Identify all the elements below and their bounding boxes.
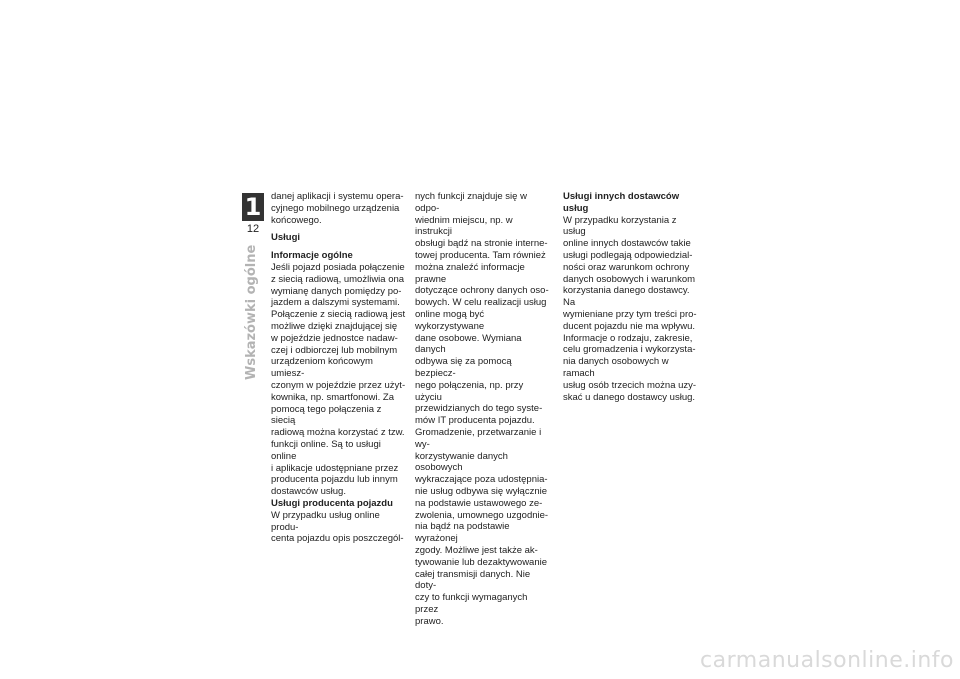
text-line: z siecią radiową, umożliwia ona bbox=[271, 273, 405, 285]
text-line: czonym w pojeździe przez użyt- bbox=[271, 379, 406, 391]
text-line: prawo. bbox=[415, 615, 444, 627]
text-column-2 bbox=[415, 191, 551, 627]
text-line: Informacje o rodzaju, zakresie, bbox=[563, 332, 693, 344]
text-line: ności oraz warunkom ochrony bbox=[563, 261, 690, 273]
text-line: cyjnego mobilnego urządzenia bbox=[271, 202, 400, 214]
text-line: dane osobowe. Wymiana danych bbox=[415, 332, 522, 356]
text-line: jazdem a dalszymi systemami. bbox=[271, 297, 400, 309]
text-line: zgody. Możliwe jest także ak- bbox=[415, 544, 538, 556]
page-number: 12 bbox=[246, 223, 260, 235]
text-line: można znaleźć informacje prawne bbox=[415, 261, 525, 285]
text-line: Usługi bbox=[271, 232, 301, 244]
chapter-marker bbox=[242, 193, 264, 237]
text-column-3 bbox=[563, 191, 699, 403]
text-line: online mogą być wykorzystywane bbox=[415, 308, 485, 332]
text-line: radiową można korzystać z tzw. bbox=[271, 427, 405, 439]
paragraph bbox=[271, 191, 407, 226]
text-line: mów IT producenta pojazdu. bbox=[415, 415, 535, 427]
text-line: danej aplikacji i systemu opera- bbox=[271, 191, 404, 202]
text-line: wykraczające poza udostępnia- bbox=[415, 474, 548, 486]
section-heading bbox=[271, 498, 407, 510]
text-line: dostawców usług. bbox=[271, 486, 346, 498]
text-line: nych funkcji znajduje się w odpo- bbox=[415, 191, 527, 214]
text-line: nia bądź na podstawie wyrażonej bbox=[415, 521, 510, 545]
text-line: danych osobowych i warunkom bbox=[563, 273, 696, 285]
chapter-title: Wskazówki ogólne bbox=[244, 244, 259, 380]
chapter-number: 1 bbox=[242, 193, 264, 221]
text-line: centa pojazdu opis poszczegól- bbox=[271, 533, 404, 545]
text-column-1 bbox=[271, 191, 407, 545]
text-line: W przypadku korzystania z usług bbox=[563, 214, 677, 238]
paragraph bbox=[271, 510, 407, 545]
text-line: ducent pojazdu nie ma wpływu. bbox=[563, 320, 696, 332]
text-line: nego połączenia, np. przy użyciu bbox=[415, 379, 524, 403]
text-line: celu gromadzenia i wykorzysta- bbox=[563, 344, 696, 356]
text-line: bowych. W celu realizacji usług bbox=[415, 297, 547, 309]
text-line: towej producenta. Tam również bbox=[415, 249, 546, 261]
text-line: całej transmisji danych. Nie doty- bbox=[415, 568, 531, 592]
text-line: zwolenia, umownego uzgodnie- bbox=[415, 509, 549, 521]
text-line: urządzeniom końcowym umiesz- bbox=[271, 356, 373, 380]
text-line: wiednim miejscu, np. w instrukcji bbox=[415, 214, 513, 238]
text-line: końcowego. bbox=[271, 214, 322, 226]
text-line: wymieniane przy tym treści pro- bbox=[563, 308, 697, 320]
section-heading bbox=[271, 250, 407, 262]
text-line: nie usług odbywa się wyłącznie bbox=[415, 485, 548, 497]
text-line: czy to funkcji wymaganych przez bbox=[415, 592, 528, 615]
text-line: dotyczące ochrony danych oso- bbox=[415, 285, 549, 297]
text-line: usług osób trzecich można uzy- bbox=[563, 379, 697, 391]
text-line: Informacje ogólne bbox=[271, 250, 353, 262]
watermark: carmanualsonline.info bbox=[700, 648, 954, 673]
text-line: Gromadzenie, przetwarzanie i wy- bbox=[415, 426, 542, 450]
text-line: w pojeździe jednostce nadaw- bbox=[271, 332, 398, 344]
paragraph bbox=[563, 215, 699, 404]
text-line: obsługi bądź na stronie interne- bbox=[415, 238, 548, 250]
paragraph bbox=[271, 262, 407, 498]
text-line: przewidzianych do tego syste- bbox=[415, 403, 543, 415]
text-line: i aplikacje udostępniane przez bbox=[271, 462, 399, 474]
text-line: Połączenie z siecią radiową jest bbox=[271, 309, 406, 321]
text-line: usługi podlegają odpowiedzial- bbox=[563, 249, 693, 261]
text-line: Usługi producenta pojazdu bbox=[271, 497, 393, 509]
text-line: korzystywanie danych osobowych bbox=[415, 450, 508, 474]
text-line: korzystania danego dostawcy. Na bbox=[563, 285, 690, 309]
paragraph bbox=[415, 191, 551, 627]
text-line: wymianę danych pomiędzy po- bbox=[271, 285, 402, 297]
text-line: Usługi innych dostawców bbox=[563, 191, 680, 202]
section-heading bbox=[271, 232, 407, 244]
text-line: usług bbox=[563, 202, 589, 214]
section-heading bbox=[563, 191, 699, 215]
text-line: czej i odbiorczej lub mobilnym bbox=[271, 344, 398, 356]
text-line: odbywa się za pomocą bezpiecz- bbox=[415, 356, 512, 379]
text-line: możliwe dzięki znajdującej się bbox=[271, 320, 398, 332]
text-line: pomocą tego połączenia z siecią bbox=[271, 403, 382, 427]
text-line: online innych dostawców takie bbox=[563, 238, 691, 250]
text-line: na podstawie ustawowego ze- bbox=[415, 497, 543, 509]
text-line: kownika, np. smartfonowi. Za bbox=[271, 391, 395, 403]
text-line: producenta pojazdu lub innym bbox=[271, 474, 398, 486]
text-line: Jeśli pojazd posiada połączenie bbox=[271, 261, 405, 273]
text-line: W przypadku usług online produ- bbox=[271, 509, 380, 533]
text-line: nia danych osobowych w ramach bbox=[563, 356, 669, 379]
text-line: funkcji online. Są to usługi online bbox=[271, 438, 381, 462]
text-line: tywowanie lub dezaktywowanie bbox=[415, 556, 548, 568]
text-line: skać u danego dostawcy usług. bbox=[563, 391, 696, 403]
